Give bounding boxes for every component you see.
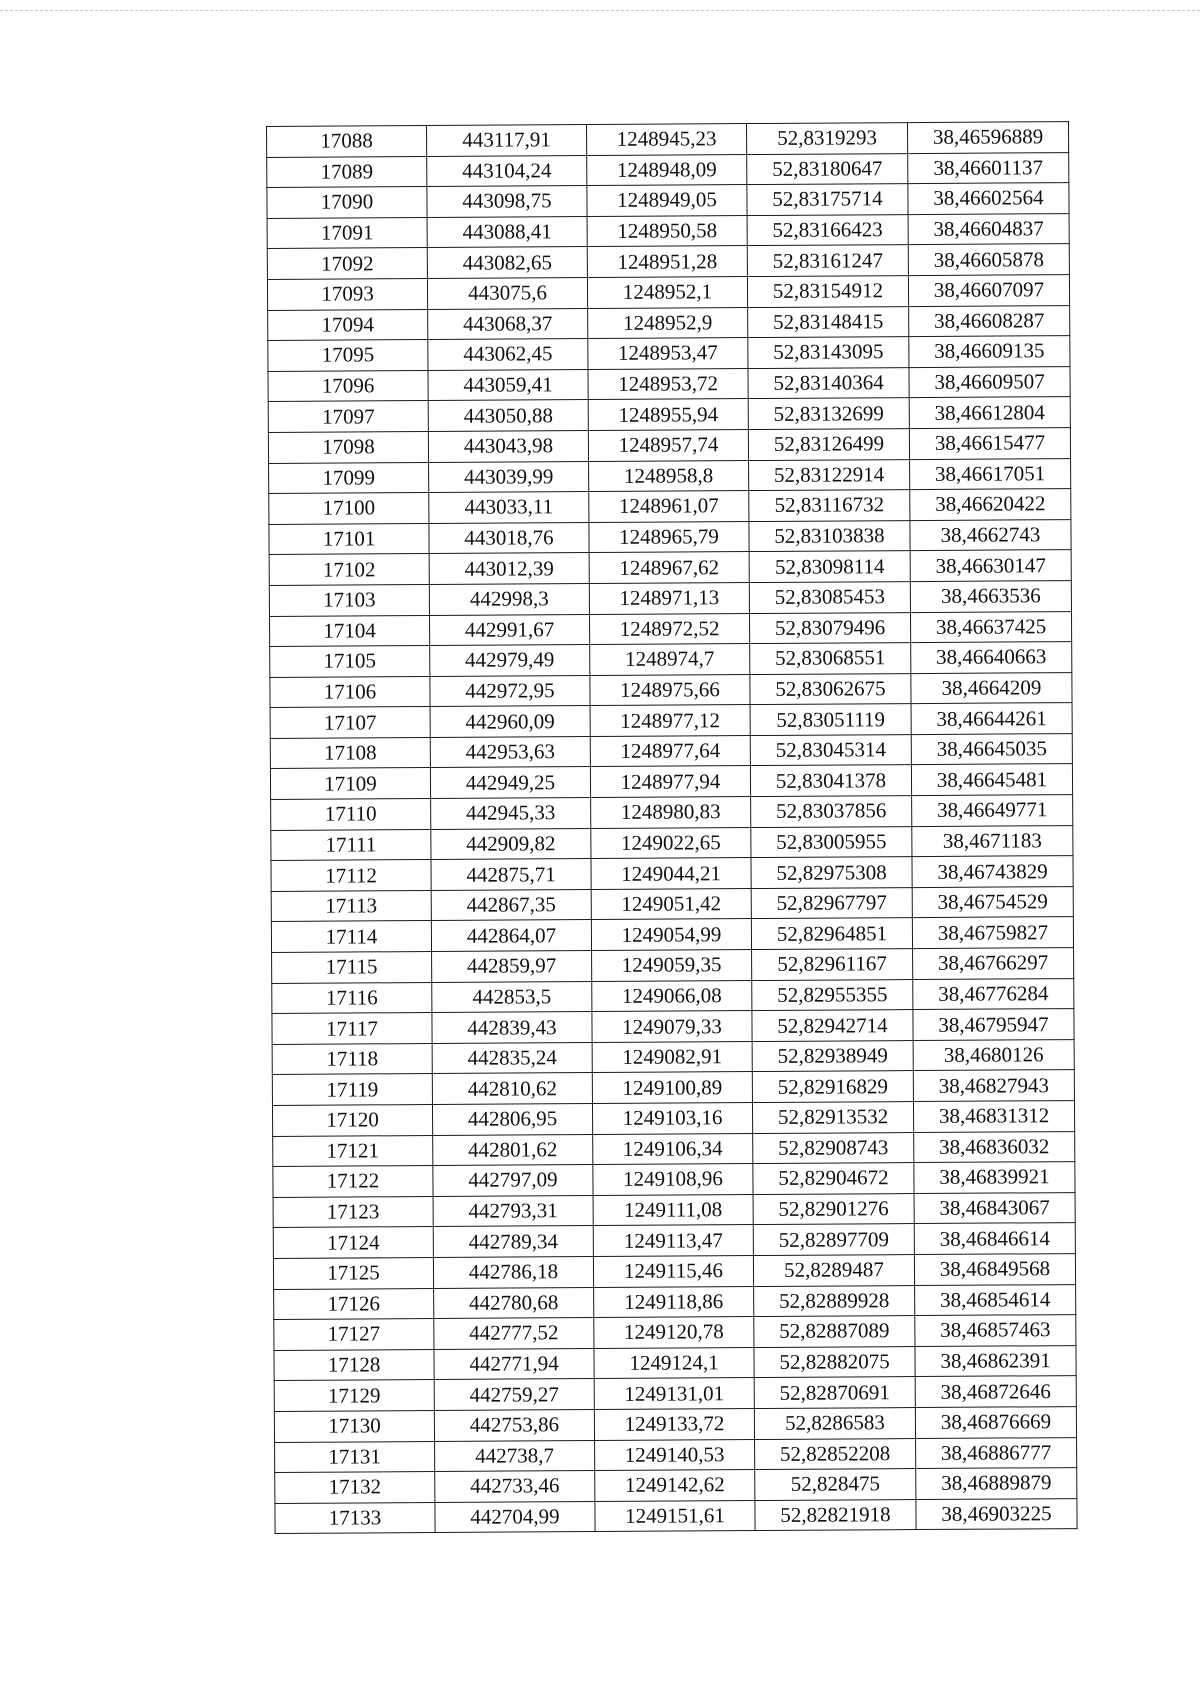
y-coordinate-cell: 1249115,46 [593, 1256, 753, 1288]
x-coordinate-cell: 443018,76 [429, 522, 589, 554]
latitude-cell: 52,83085453 [749, 581, 910, 613]
longitude-cell: 38,46630147 [910, 550, 1071, 582]
point-number-cell: 17110 [271, 799, 431, 831]
x-coordinate-cell: 442793,31 [433, 1195, 593, 1227]
y-coordinate-cell: 1248949,05 [587, 185, 747, 217]
latitude-cell: 52,8319293 [746, 123, 907, 155]
x-coordinate-cell: 442810,62 [432, 1073, 592, 1105]
latitude-cell: 52,83041378 [750, 765, 911, 797]
y-coordinate-cell: 1249051,42 [591, 888, 751, 920]
table-row [267, 183, 1069, 218]
point-number-cell: 17095 [268, 340, 428, 372]
latitude-cell: 52,83051119 [750, 704, 911, 736]
table-row [271, 917, 1073, 952]
longitude-cell: 38,46903225 [916, 1498, 1077, 1530]
longitude-cell: 38,46743829 [912, 856, 1073, 888]
latitude-cell: 52,82964851 [751, 918, 912, 950]
coordinates-table [266, 121, 1078, 1534]
longitude-cell: 38,46795947 [913, 1009, 1074, 1041]
y-coordinate-cell: 1249151,61 [595, 1500, 755, 1532]
point-number-cell: 17099 [269, 462, 429, 494]
latitude-cell: 52,83098114 [749, 551, 910, 583]
point-number-cell: 17119 [272, 1074, 432, 1106]
longitude-cell: 38,46827943 [913, 1070, 1074, 1102]
y-coordinate-cell: 1249111,08 [593, 1194, 753, 1226]
latitude-cell: 52,83122914 [749, 459, 910, 491]
latitude-cell: 52,83005955 [751, 826, 912, 858]
table-row [269, 458, 1071, 493]
y-coordinate-cell: 1249118,86 [594, 1286, 754, 1318]
latitude-cell: 52,82904672 [753, 1163, 914, 1195]
y-coordinate-cell: 1248967,62 [589, 552, 749, 584]
coordinates-table-body [267, 122, 1078, 1534]
y-coordinate-cell: 1248958,8 [589, 460, 749, 492]
latitude-cell: 52,83126499 [748, 429, 909, 461]
x-coordinate-cell: 442867,35 [431, 889, 591, 921]
table-row [274, 1345, 1076, 1380]
latitude-cell: 52,82821918 [755, 1499, 916, 1531]
table-row [272, 1070, 1074, 1105]
y-coordinate-cell: 1248977,94 [590, 766, 750, 798]
y-coordinate-cell: 1249044,21 [591, 858, 751, 890]
table-row [270, 642, 1072, 677]
x-coordinate-cell: 442771,94 [434, 1348, 594, 1380]
table-row [271, 825, 1073, 860]
x-coordinate-cell: 442704,99 [435, 1501, 595, 1533]
longitude-cell: 38,46843067 [914, 1192, 1075, 1224]
table-row [270, 764, 1072, 799]
y-coordinate-cell: 1248977,12 [590, 705, 750, 737]
latitude-cell: 52,83103838 [749, 520, 910, 552]
point-number-cell: 17088 [267, 126, 427, 158]
point-number-cell: 17101 [269, 523, 429, 555]
x-coordinate-cell: 442979,49 [430, 645, 590, 677]
longitude-cell: 38,4662743 [910, 519, 1071, 551]
point-number-cell: 17102 [269, 554, 429, 586]
x-coordinate-cell: 442780,68 [434, 1287, 594, 1319]
point-number-cell: 17121 [273, 1135, 433, 1167]
x-coordinate-cell: 442972,95 [430, 675, 590, 707]
x-coordinate-cell: 442806,95 [432, 1104, 592, 1136]
table-row [269, 489, 1071, 524]
latitude-cell: 52,82961167 [752, 949, 913, 981]
latitude-cell: 52,82942714 [752, 1010, 913, 1042]
longitude-cell: 38,4663536 [910, 580, 1071, 612]
x-coordinate-cell: 443043,98 [428, 430, 588, 462]
x-coordinate-cell: 442960,09 [430, 706, 590, 738]
x-coordinate-cell: 442797,09 [433, 1165, 593, 1197]
latitude-cell: 52,8286583 [754, 1407, 915, 1439]
point-number-cell: 17096 [268, 370, 428, 402]
y-coordinate-cell: 1249106,34 [593, 1133, 753, 1165]
table-row [270, 733, 1072, 768]
point-number-cell: 17105 [270, 646, 430, 678]
x-coordinate-cell: 442945,33 [431, 798, 591, 830]
table-row [269, 519, 1071, 554]
latitude-cell: 52,82913532 [752, 1102, 913, 1134]
table-row [267, 275, 1069, 310]
longitude-cell: 38,46876669 [915, 1407, 1076, 1439]
latitude-cell: 52,8289487 [753, 1255, 914, 1287]
table-row [270, 703, 1072, 738]
point-number-cell: 17100 [269, 493, 429, 525]
x-coordinate-cell: 443117,91 [427, 125, 587, 157]
point-number-cell: 17092 [267, 248, 427, 280]
longitude-cell: 38,46862391 [915, 1345, 1076, 1377]
table-row [271, 795, 1073, 830]
x-coordinate-cell: 443050,88 [428, 400, 588, 432]
y-coordinate-cell: 1249140,53 [595, 1439, 755, 1471]
table-row [273, 1192, 1075, 1227]
point-number-cell: 17111 [271, 829, 431, 861]
latitude-cell: 52,83180647 [747, 153, 908, 185]
y-coordinate-cell: 1248977,64 [590, 735, 750, 767]
longitude-cell: 38,46644261 [911, 703, 1072, 735]
table-row [267, 122, 1069, 157]
latitude-cell: 52,82967797 [751, 887, 912, 919]
table-row [267, 213, 1069, 248]
point-number-cell: 17123 [273, 1196, 433, 1228]
y-coordinate-cell: 1249079,33 [592, 1011, 752, 1043]
x-coordinate-cell: 443098,75 [427, 186, 587, 218]
table-row [272, 948, 1074, 983]
y-coordinate-cell: 1249022,65 [591, 827, 751, 859]
longitude-cell: 38,46596889 [907, 122, 1068, 154]
longitude-cell: 38,46889879 [916, 1468, 1077, 1500]
table-row [269, 580, 1071, 615]
longitude-cell: 38,46605878 [908, 244, 1069, 276]
y-coordinate-cell: 1248952,9 [588, 307, 748, 339]
longitude-cell: 38,46609507 [909, 366, 1070, 398]
point-number-cell: 17131 [275, 1441, 435, 1473]
y-coordinate-cell: 1248972,52 [589, 613, 749, 645]
x-coordinate-cell: 443033,11 [429, 492, 589, 524]
point-number-cell: 17133 [275, 1502, 435, 1534]
x-coordinate-cell: 443082,65 [427, 247, 587, 279]
table-row [271, 856, 1073, 891]
y-coordinate-cell: 1248957,74 [588, 429, 748, 461]
y-coordinate-cell: 1248961,07 [589, 491, 749, 523]
longitude-cell: 38,46649771 [912, 795, 1073, 827]
table-row [272, 1101, 1074, 1136]
y-coordinate-cell: 1248945,23 [586, 124, 746, 156]
latitude-cell: 52,83132699 [748, 398, 909, 430]
table-row [272, 978, 1074, 1013]
point-number-cell: 17090 [267, 187, 427, 219]
point-number-cell: 17128 [274, 1349, 434, 1381]
longitude-cell: 38,46886777 [916, 1437, 1077, 1469]
longitude-cell: 38,46645481 [911, 764, 1072, 796]
table-row [269, 611, 1071, 646]
x-coordinate-cell: 443062,45 [428, 339, 588, 371]
point-number-cell: 17106 [270, 676, 430, 708]
latitude-cell: 52,83140364 [748, 367, 909, 399]
point-number-cell: 17127 [274, 1319, 434, 1351]
longitude-cell: 38,46645035 [911, 733, 1072, 765]
y-coordinate-cell: 1248974,7 [590, 644, 750, 676]
y-coordinate-cell: 1248965,79 [589, 521, 749, 553]
longitude-cell: 38,46601137 [908, 152, 1069, 184]
longitude-cell: 38,46608287 [909, 305, 1070, 337]
longitude-cell: 38,46754529 [912, 886, 1073, 918]
x-coordinate-cell: 442949,25 [430, 767, 590, 799]
table-row [274, 1407, 1076, 1442]
latitude-cell: 52,83068551 [750, 643, 911, 675]
latitude-cell: 52,83175714 [747, 184, 908, 216]
y-coordinate-cell: 1248948,09 [587, 154, 747, 186]
y-coordinate-cell: 1249124,1 [594, 1347, 754, 1379]
point-number-cell: 17113 [271, 890, 431, 922]
y-coordinate-cell: 1248950,58 [587, 215, 747, 247]
point-number-cell: 17115 [272, 952, 432, 984]
x-coordinate-cell: 443075,6 [427, 278, 587, 310]
point-number-cell: 17122 [273, 1166, 433, 1198]
x-coordinate-cell: 442733,46 [435, 1471, 595, 1503]
x-coordinate-cell: 442953,63 [430, 736, 590, 768]
point-number-cell: 17108 [270, 737, 430, 769]
latitude-cell: 52,82908743 [753, 1132, 914, 1164]
scan-edge-line [0, 10, 1200, 11]
y-coordinate-cell: 1249113,47 [593, 1225, 753, 1257]
latitude-cell: 52,83148415 [748, 306, 909, 338]
point-number-cell: 17103 [269, 584, 429, 616]
latitude-cell: 52,83166423 [747, 214, 908, 246]
table-row [274, 1376, 1076, 1411]
point-number-cell: 17104 [269, 615, 429, 647]
longitude-cell: 38,4664209 [911, 672, 1072, 704]
latitude-cell: 52,82897709 [753, 1224, 914, 1256]
longitude-cell: 38,46637425 [910, 611, 1071, 643]
table-row [271, 886, 1073, 921]
point-number-cell: 17098 [268, 431, 428, 463]
point-number-cell: 17120 [272, 1105, 432, 1137]
latitude-cell: 52,83161247 [747, 245, 908, 277]
table-row [268, 366, 1070, 401]
longitude-cell: 38,46617051 [910, 458, 1071, 490]
x-coordinate-cell: 442835,24 [432, 1042, 592, 1074]
longitude-cell: 38,46609135 [909, 336, 1070, 368]
x-coordinate-cell: 442753,86 [434, 1409, 594, 1441]
table-row [273, 1254, 1075, 1289]
y-coordinate-cell: 1249054,99 [591, 919, 751, 951]
longitude-cell: 38,46846614 [914, 1223, 1075, 1255]
point-number-cell: 17124 [273, 1227, 433, 1259]
x-coordinate-cell: 443039,99 [429, 461, 589, 493]
point-number-cell: 17132 [275, 1472, 435, 1504]
x-coordinate-cell: 442839,43 [432, 1012, 592, 1044]
x-coordinate-cell: 443012,39 [429, 553, 589, 585]
latitude-cell: 52,83045314 [750, 734, 911, 766]
y-coordinate-cell: 1249103,16 [592, 1103, 752, 1135]
y-coordinate-cell: 1249133,72 [594, 1408, 754, 1440]
table-row [272, 1009, 1074, 1044]
table-row [270, 672, 1072, 707]
point-number-cell: 17097 [268, 401, 428, 433]
y-coordinate-cell: 1248952,1 [587, 277, 747, 309]
latitude-cell: 52,83037856 [751, 796, 912, 828]
table-row [268, 336, 1070, 371]
longitude-cell: 38,46854614 [915, 1284, 1076, 1316]
latitude-cell: 52,82870691 [754, 1377, 915, 1409]
y-coordinate-cell: 1249120,78 [594, 1317, 754, 1349]
x-coordinate-cell: 442801,62 [433, 1134, 593, 1166]
latitude-cell: 52,82852208 [755, 1438, 916, 1470]
table-row [274, 1284, 1076, 1319]
longitude-cell: 38,46615477 [909, 428, 1070, 460]
longitude-cell: 38,46776284 [913, 978, 1074, 1010]
table-row [275, 1468, 1077, 1503]
longitude-cell: 38,46604837 [908, 213, 1069, 245]
longitude-cell: 38,4671183 [912, 825, 1073, 857]
x-coordinate-cell: 442853,5 [432, 981, 592, 1013]
table-row [268, 428, 1070, 463]
point-number-cell: 17112 [271, 860, 431, 892]
latitude-cell: 52,82975308 [751, 857, 912, 889]
point-number-cell: 17129 [274, 1380, 434, 1412]
table-row [267, 244, 1069, 279]
x-coordinate-cell: 442909,82 [431, 828, 591, 860]
y-coordinate-cell: 1248975,66 [590, 674, 750, 706]
table-row [267, 152, 1069, 187]
point-number-cell: 17091 [267, 217, 427, 249]
longitude-cell: 38,46766297 [913, 948, 1074, 980]
latitude-cell: 52,83154912 [747, 276, 908, 308]
x-coordinate-cell: 442738,7 [435, 1440, 595, 1472]
longitude-cell: 38,46612804 [909, 397, 1070, 429]
table-row [275, 1498, 1077, 1533]
y-coordinate-cell: 1249059,35 [592, 950, 752, 982]
table-row [269, 550, 1071, 585]
y-coordinate-cell: 1249142,62 [595, 1470, 755, 1502]
longitude-cell: 38,46831312 [913, 1101, 1074, 1133]
longitude-cell: 38,46839921 [914, 1162, 1075, 1194]
longitude-cell: 38,46849568 [914, 1254, 1075, 1286]
table-row [272, 1039, 1074, 1074]
point-number-cell: 17093 [267, 278, 427, 310]
table-row [274, 1315, 1076, 1350]
point-number-cell: 17089 [267, 156, 427, 188]
point-number-cell: 17130 [274, 1410, 434, 1442]
y-coordinate-cell: 1249108,96 [593, 1164, 753, 1196]
latitude-cell: 52,82887089 [754, 1316, 915, 1348]
latitude-cell: 52,83116732 [749, 490, 910, 522]
longitude-cell: 38,46620422 [910, 489, 1071, 521]
y-coordinate-cell: 1248980,83 [591, 797, 751, 829]
y-coordinate-cell: 1249100,89 [592, 1072, 752, 1104]
x-coordinate-cell: 442875,71 [431, 859, 591, 891]
y-coordinate-cell: 1248955,94 [588, 399, 748, 431]
table-row [273, 1131, 1075, 1166]
point-number-cell: 17107 [270, 707, 430, 739]
latitude-cell: 52,82916829 [752, 1071, 913, 1103]
longitude-cell: 38,46607097 [908, 275, 1069, 307]
x-coordinate-cell: 442859,97 [432, 951, 592, 983]
point-number-cell: 17114 [271, 921, 431, 953]
x-coordinate-cell: 443088,41 [427, 216, 587, 248]
y-coordinate-cell: 1249082,91 [592, 1041, 752, 1073]
x-coordinate-cell: 443104,24 [427, 155, 587, 187]
x-coordinate-cell: 442991,67 [429, 614, 589, 646]
point-number-cell: 17125 [273, 1257, 433, 1289]
point-number-cell: 17116 [272, 982, 432, 1014]
x-coordinate-cell: 442789,34 [433, 1226, 593, 1258]
longitude-cell: 38,46640663 [911, 642, 1072, 674]
longitude-cell: 38,46872646 [915, 1376, 1076, 1408]
table-row [268, 397, 1070, 432]
x-coordinate-cell: 442759,27 [434, 1379, 594, 1411]
y-coordinate-cell: 1248953,47 [588, 338, 748, 370]
table-row [273, 1223, 1075, 1258]
latitude-cell: 52,82955355 [752, 979, 913, 1011]
latitude-cell: 52,82901276 [753, 1193, 914, 1225]
y-coordinate-cell: 1248971,13 [589, 582, 749, 614]
point-number-cell: 17094 [268, 309, 428, 341]
longitude-cell: 38,46759827 [912, 917, 1073, 949]
y-coordinate-cell: 1249131,01 [594, 1378, 754, 1410]
x-coordinate-cell: 443068,37 [428, 308, 588, 340]
latitude-cell: 52,83079496 [749, 612, 910, 644]
latitude-cell: 52,82889928 [754, 1285, 915, 1317]
y-coordinate-cell: 1248951,28 [587, 246, 747, 278]
latitude-cell: 52,82938949 [752, 1040, 913, 1072]
longitude-cell: 38,46602564 [908, 183, 1069, 215]
longitude-cell: 38,46836032 [914, 1131, 1075, 1163]
y-coordinate-cell: 1248953,72 [588, 368, 748, 400]
y-coordinate-cell: 1249066,08 [592, 980, 752, 1012]
x-coordinate-cell: 442864,07 [431, 920, 591, 952]
point-number-cell: 17118 [272, 1043, 432, 1075]
longitude-cell: 38,4680126 [913, 1039, 1074, 1071]
x-coordinate-cell: 443059,41 [428, 369, 588, 401]
x-coordinate-cell: 442777,52 [434, 1318, 594, 1350]
latitude-cell: 52,82882075 [754, 1346, 915, 1378]
x-coordinate-cell: 442998,3 [429, 583, 589, 615]
point-number-cell: 17109 [270, 768, 430, 800]
longitude-cell: 38,46857463 [915, 1315, 1076, 1347]
point-number-cell: 17117 [272, 1013, 432, 1045]
latitude-cell: 52,828475 [755, 1469, 916, 1501]
table-row [268, 305, 1070, 340]
x-coordinate-cell: 442786,18 [433, 1256, 593, 1288]
latitude-cell: 52,83062675 [750, 673, 911, 705]
latitude-cell: 52,83143095 [748, 337, 909, 369]
point-number-cell: 17126 [274, 1288, 434, 1320]
table-row [275, 1437, 1077, 1472]
table-row [273, 1162, 1075, 1197]
